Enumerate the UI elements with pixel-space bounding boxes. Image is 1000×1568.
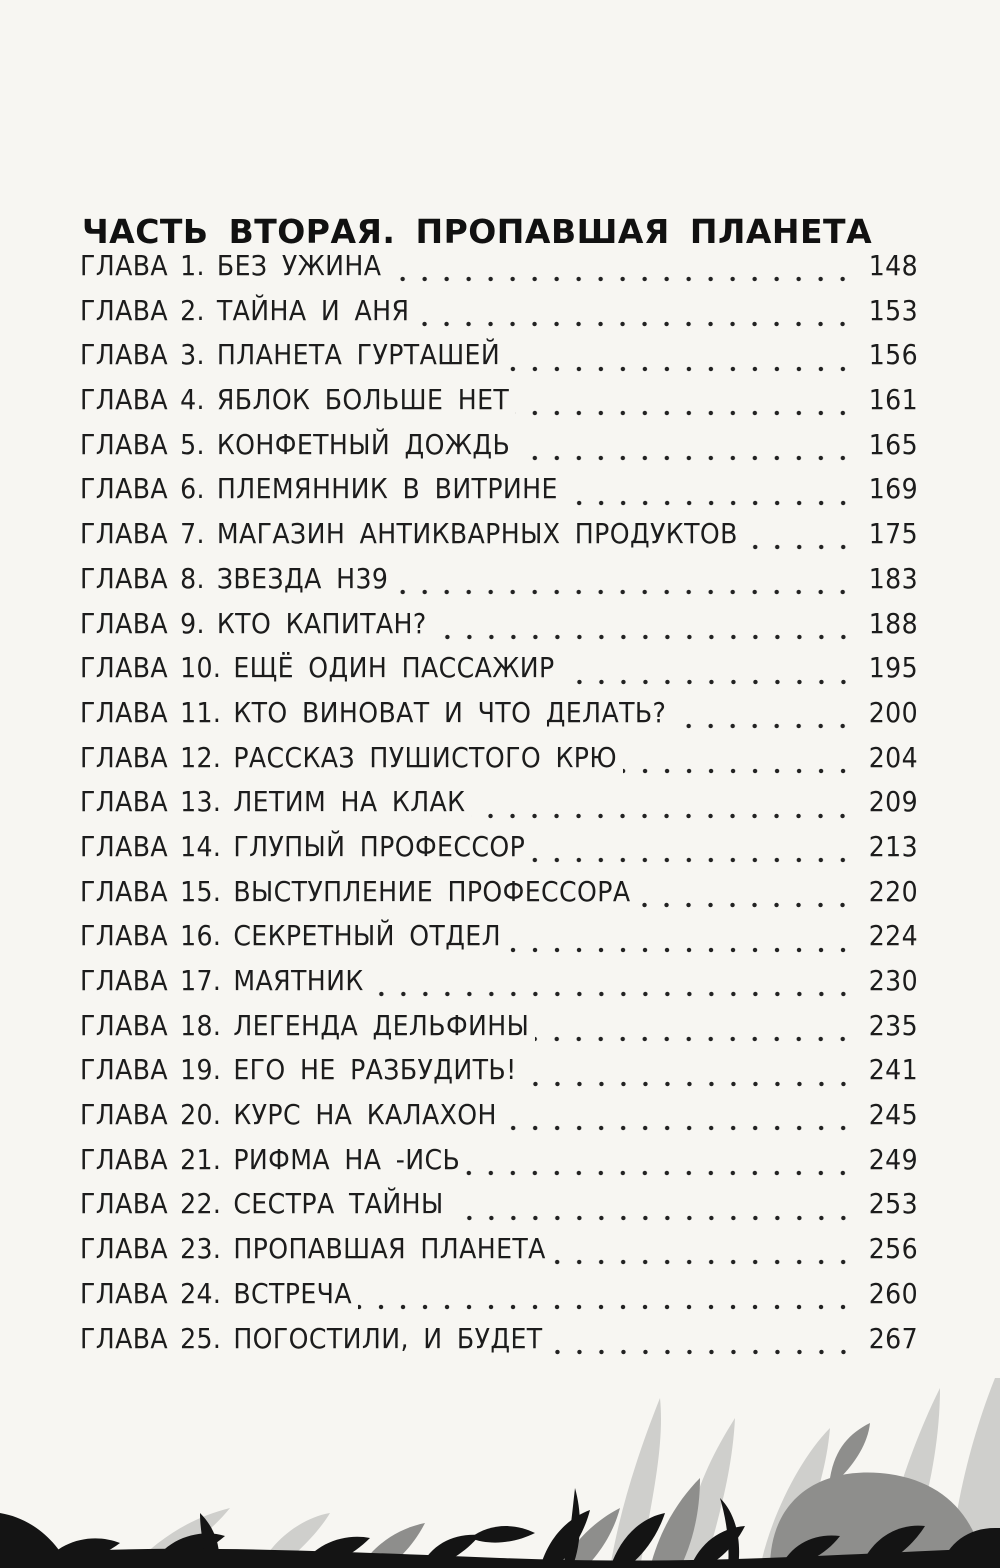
toc-row[interactable] bbox=[80, 785, 918, 830]
dot-leader bbox=[552, 1259, 854, 1265]
dot-leader bbox=[466, 1170, 854, 1176]
dot-leader bbox=[672, 723, 854, 729]
toc-row[interactable] bbox=[80, 964, 918, 1009]
toc-row[interactable] bbox=[80, 383, 918, 428]
chapter-number: 2. bbox=[180, 293, 205, 327]
dot-leader bbox=[394, 589, 854, 595]
chapter-number: 16. bbox=[180, 919, 222, 953]
chapter-page-number: 249 bbox=[868, 1142, 918, 1176]
toc-row[interactable] bbox=[80, 696, 918, 741]
dot-leader bbox=[636, 902, 854, 908]
toc-row[interactable] bbox=[80, 1187, 918, 1232]
part-title: ЧАСТЬ ВТОРАЯ. ПРОПАВШАЯ ПЛАНЕТА bbox=[82, 212, 873, 252]
toc-row[interactable] bbox=[80, 830, 918, 875]
chapter-label: ГЛАВА bbox=[80, 1008, 169, 1042]
toc-row[interactable] bbox=[80, 517, 918, 562]
chapter-page-number: 267 bbox=[868, 1321, 918, 1355]
chapter-page-number: 156 bbox=[868, 338, 918, 372]
chapter-page-number: 183 bbox=[868, 561, 918, 595]
chapter-label: ГЛАВА bbox=[80, 293, 169, 327]
chapter-page-number: 161 bbox=[868, 383, 918, 417]
chapter-page-number: 209 bbox=[868, 785, 918, 819]
chapter-number: 11. bbox=[180, 695, 222, 729]
chapter-page-number: 200 bbox=[868, 695, 918, 729]
chapter-title: ТАЙНА И АНЯ bbox=[216, 293, 410, 327]
toc-row[interactable] bbox=[80, 249, 918, 294]
dot-leader bbox=[370, 991, 854, 997]
dot-leader bbox=[471, 813, 854, 819]
toc-row[interactable] bbox=[80, 1098, 918, 1143]
chapter-number: 12. bbox=[180, 740, 222, 774]
chapter-label: ГЛАВА bbox=[80, 1098, 169, 1132]
chapter-page-number: 230 bbox=[868, 964, 918, 997]
chapter-number: 6. bbox=[180, 472, 205, 506]
chapter-number: 24. bbox=[180, 1276, 222, 1310]
chapter-page-number: 213 bbox=[868, 829, 918, 863]
chapter-title: ЗВЕЗДА Н39 bbox=[216, 561, 389, 595]
chapter-label: ГЛАВА bbox=[80, 919, 169, 953]
chapter-number: 15. bbox=[180, 874, 222, 908]
chapter-number: 13. bbox=[180, 785, 222, 819]
chapter-page-number: 256 bbox=[868, 1232, 918, 1266]
chapter-number: 14. bbox=[180, 829, 222, 863]
chapter-title: ПЛЕМЯННИК В ВИТРИНЕ bbox=[216, 472, 558, 506]
chapter-page-number: 224 bbox=[868, 919, 918, 953]
chapter-label: ГЛАВА bbox=[80, 829, 169, 863]
table-of-contents bbox=[80, 249, 918, 1366]
toc-row[interactable] bbox=[80, 651, 918, 696]
dot-leader bbox=[531, 857, 854, 863]
chapter-label: ГЛАВА bbox=[80, 249, 169, 282]
chapter-number: 21. bbox=[180, 1142, 222, 1176]
chapter-label: ГЛАВА bbox=[80, 517, 169, 551]
chapter-page-number: 165 bbox=[868, 427, 918, 461]
chapter-label: ГЛАВА bbox=[80, 740, 169, 774]
chapter-label: ГЛАВА bbox=[80, 338, 169, 372]
chapter-page-number: 153 bbox=[868, 293, 918, 327]
chapter-label: ГЛАВА bbox=[80, 964, 169, 997]
chapter-number: 4. bbox=[180, 383, 205, 417]
chapter-page-number: 169 bbox=[868, 472, 918, 506]
chapter-number: 19. bbox=[180, 1053, 222, 1087]
chapter-label: ГЛАВА bbox=[80, 695, 169, 729]
dot-leader bbox=[523, 1081, 854, 1087]
dot-leader bbox=[564, 500, 854, 506]
chapter-title: ПЛАНЕТА ГУРТАШЕЙ bbox=[216, 338, 501, 372]
chapter-title: ВЫСТУПЛЕНИЕ ПРОФЕССОРА bbox=[233, 874, 631, 908]
chapter-page-number: 188 bbox=[868, 606, 918, 640]
chapter-page-number: 148 bbox=[868, 249, 918, 282]
chapter-page-number: 204 bbox=[868, 740, 918, 774]
chapter-number: 5. bbox=[180, 427, 205, 461]
dot-leader bbox=[358, 1304, 854, 1310]
chapter-title: МАГАЗИН АНТИКВАРНЫХ ПРОДУКТОВ bbox=[216, 517, 738, 551]
toc-row[interactable] bbox=[80, 1053, 918, 1098]
chapter-title: ЕГО НЕ РАЗБУДИТЬ! bbox=[233, 1053, 517, 1087]
chapter-number: 17. bbox=[180, 964, 222, 997]
dot-leader bbox=[433, 634, 854, 640]
chapter-label: ГЛАВА bbox=[80, 1187, 169, 1221]
chapter-title: ПОГОСТИЛИ, И БУДЕТ bbox=[233, 1321, 543, 1355]
foliage-silhouette-icon bbox=[0, 1338, 1000, 1568]
chapter-title: СЕКРЕТНЫЙ ОТДЕЛ bbox=[233, 919, 501, 953]
chapter-number: 1. bbox=[180, 249, 205, 282]
toc-row[interactable] bbox=[80, 472, 918, 517]
chapter-number: 25. bbox=[180, 1321, 222, 1355]
chapter-label: ГЛАВА bbox=[80, 1232, 169, 1266]
chapter-number: 18. bbox=[180, 1008, 222, 1042]
chapter-title: ЛЕГЕНДА ДЕЛЬФИНЫ bbox=[233, 1008, 530, 1042]
chapter-title: РАССКАЗ ПУШИСТОГО КРЮ bbox=[233, 740, 617, 774]
chapter-title: ПРОПАВШАЯ ПЛАНЕТА bbox=[233, 1232, 546, 1266]
chapter-title: КТО ВИНОВАТ И ЧТО ДЕЛАТЬ? bbox=[233, 695, 667, 729]
toc-row[interactable] bbox=[80, 1232, 918, 1277]
dot-leader bbox=[503, 1125, 854, 1131]
dot-leader bbox=[507, 947, 854, 953]
chapter-page-number: 220 bbox=[868, 874, 918, 908]
dot-leader bbox=[561, 679, 854, 685]
toc-row[interactable] bbox=[80, 1277, 918, 1322]
chapter-title: ВСТРЕЧА bbox=[233, 1276, 352, 1310]
chapter-title: ГЛУПЫЙ ПРОФЕССОР bbox=[233, 829, 526, 863]
dot-leader bbox=[415, 321, 854, 327]
chapter-page-number: 175 bbox=[868, 517, 918, 551]
toc-row[interactable] bbox=[80, 1143, 918, 1188]
toc-row[interactable] bbox=[80, 875, 918, 920]
chapter-number: 10. bbox=[180, 651, 222, 685]
chapter-number: 9. bbox=[180, 606, 205, 640]
chapter-label: ГЛАВА bbox=[80, 1053, 169, 1087]
dot-leader bbox=[450, 1215, 854, 1221]
dot-leader bbox=[744, 544, 854, 550]
chapter-title: МАЯТНИК bbox=[233, 964, 364, 997]
chapter-label: ГЛАВА bbox=[80, 1142, 169, 1176]
dot-leader bbox=[515, 410, 854, 416]
dot-leader bbox=[506, 366, 854, 372]
toc-row[interactable] bbox=[80, 919, 918, 964]
chapter-label: ГЛАВА bbox=[80, 606, 169, 640]
chapter-title: ЛЕТИМ НА КЛАК bbox=[233, 785, 466, 819]
toc-row[interactable] bbox=[80, 294, 918, 339]
chapter-title: ЯБЛОК БОЛЬШЕ НЕТ bbox=[216, 383, 510, 417]
chapter-title: СЕСТРА ТАЙНЫ bbox=[233, 1187, 444, 1221]
chapter-label: ГЛАВА bbox=[80, 651, 169, 685]
chapter-page-number: 253 bbox=[868, 1187, 918, 1221]
dot-leader bbox=[535, 1036, 854, 1042]
chapter-page-number: 241 bbox=[868, 1053, 918, 1087]
chapter-page-number: 235 bbox=[868, 1008, 918, 1042]
chapter-page-number: 260 bbox=[868, 1276, 918, 1310]
toc-row[interactable] bbox=[80, 428, 918, 473]
chapter-label: ГЛАВА bbox=[80, 785, 169, 819]
chapter-title: КОНФЕТНЫЙ ДОЖДЬ bbox=[216, 427, 511, 461]
toc-row[interactable] bbox=[80, 562, 918, 607]
toc-row[interactable] bbox=[80, 741, 918, 786]
chapter-label: ГЛАВА bbox=[80, 383, 169, 417]
toc-row[interactable] bbox=[80, 1009, 918, 1054]
dot-leader bbox=[516, 455, 854, 461]
chapter-number: 7. bbox=[180, 517, 205, 551]
chapter-label: ГЛАВА bbox=[80, 427, 169, 461]
chapter-number: 23. bbox=[180, 1232, 222, 1266]
dot-leader bbox=[387, 276, 854, 282]
chapter-label: ГЛАВА bbox=[80, 1276, 169, 1310]
chapter-title: КТО КАПИТАН? bbox=[216, 606, 427, 640]
chapter-label: ГЛАВА bbox=[80, 472, 169, 506]
chapter-title: КУРС НА КАЛАХОН bbox=[233, 1098, 497, 1132]
chapter-label: ГЛАВА bbox=[80, 561, 169, 595]
chapter-number: 22. bbox=[180, 1187, 222, 1221]
chapter-title: БЕЗ УЖИНА bbox=[216, 249, 382, 282]
chapter-title: РИФМА НА -ИСЬ bbox=[233, 1142, 461, 1176]
chapter-page-number: 245 bbox=[868, 1098, 918, 1132]
chapter-title: ЕЩЁ ОДИН ПАССАЖИР bbox=[233, 651, 555, 685]
toc-row[interactable] bbox=[80, 607, 918, 652]
chapter-number: 20. bbox=[180, 1098, 222, 1132]
dot-leader bbox=[623, 768, 854, 774]
chapter-label: ГЛАВА bbox=[80, 874, 169, 908]
chapter-number: 3. bbox=[180, 338, 205, 372]
chapter-page-number: 195 bbox=[868, 651, 918, 685]
chapter-label: ГЛАВА bbox=[80, 1321, 169, 1355]
chapter-number: 8. bbox=[180, 561, 205, 595]
toc-row[interactable] bbox=[80, 338, 918, 383]
